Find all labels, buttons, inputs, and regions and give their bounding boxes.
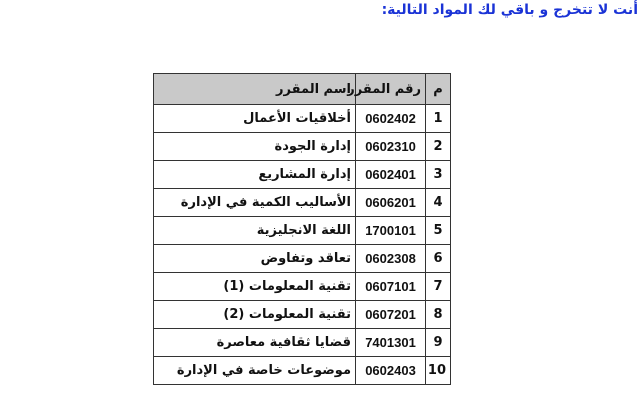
course-name: موضوعات خاصة في الإدارة bbox=[154, 357, 356, 385]
course-name: قضايا ثقافية معاصرة bbox=[154, 329, 356, 357]
header-number: م bbox=[426, 74, 451, 105]
course-code: 1700101 bbox=[356, 217, 426, 245]
course-name: أخلاقيات الأعمال bbox=[154, 105, 356, 133]
table-row bbox=[154, 161, 451, 189]
row-number: 1 bbox=[426, 105, 451, 133]
page-headline: أنت لا تتخرج و باقي لك المواد التالية: bbox=[381, 2, 638, 18]
table-row bbox=[154, 273, 451, 301]
course-code: 0602401 bbox=[356, 161, 426, 189]
table-row bbox=[154, 189, 451, 217]
table-row bbox=[154, 329, 451, 357]
table-row bbox=[154, 357, 451, 385]
table-row bbox=[154, 217, 451, 245]
row-number: 3 bbox=[426, 161, 451, 189]
course-code: 0602403 bbox=[356, 357, 426, 385]
course-code: 0602308 bbox=[356, 245, 426, 273]
row-number: 6 bbox=[426, 245, 451, 273]
row-number: 7 bbox=[426, 273, 451, 301]
table-row bbox=[154, 245, 451, 273]
course-name: تقنية المعلومات (2) bbox=[154, 301, 356, 329]
header-course-name: اسم المقرر bbox=[154, 74, 356, 105]
row-number: 2 bbox=[426, 133, 451, 161]
row-number: 10 bbox=[426, 357, 451, 385]
table-row bbox=[154, 133, 451, 161]
course-code: 0607201 bbox=[356, 301, 426, 329]
row-number: 9 bbox=[426, 329, 451, 357]
course-code: 0607101 bbox=[356, 273, 426, 301]
table-row bbox=[154, 301, 451, 329]
course-name: تعاقد وتفاوض bbox=[154, 245, 356, 273]
course-code: 7401301 bbox=[356, 329, 426, 357]
course-code: 0602310 bbox=[356, 133, 426, 161]
remaining-courses-table bbox=[153, 73, 451, 385]
course-name: تقنية المعلومات (1) bbox=[154, 273, 356, 301]
header-course-code: رقم المقرر bbox=[356, 74, 426, 105]
course-code: 0602402 bbox=[356, 105, 426, 133]
row-number: 4 bbox=[426, 189, 451, 217]
course-code: 0606201 bbox=[356, 189, 426, 217]
table-row bbox=[154, 105, 451, 133]
row-number: 8 bbox=[426, 301, 451, 329]
course-name: اللغة الانجليزية bbox=[154, 217, 356, 245]
course-name: إدارة الجودة bbox=[154, 133, 356, 161]
row-number: 5 bbox=[426, 217, 451, 245]
course-name: الأساليب الكمية في الإدارة bbox=[154, 189, 356, 217]
course-name: إدارة المشاريع bbox=[154, 161, 356, 189]
table-header-row bbox=[154, 74, 451, 105]
